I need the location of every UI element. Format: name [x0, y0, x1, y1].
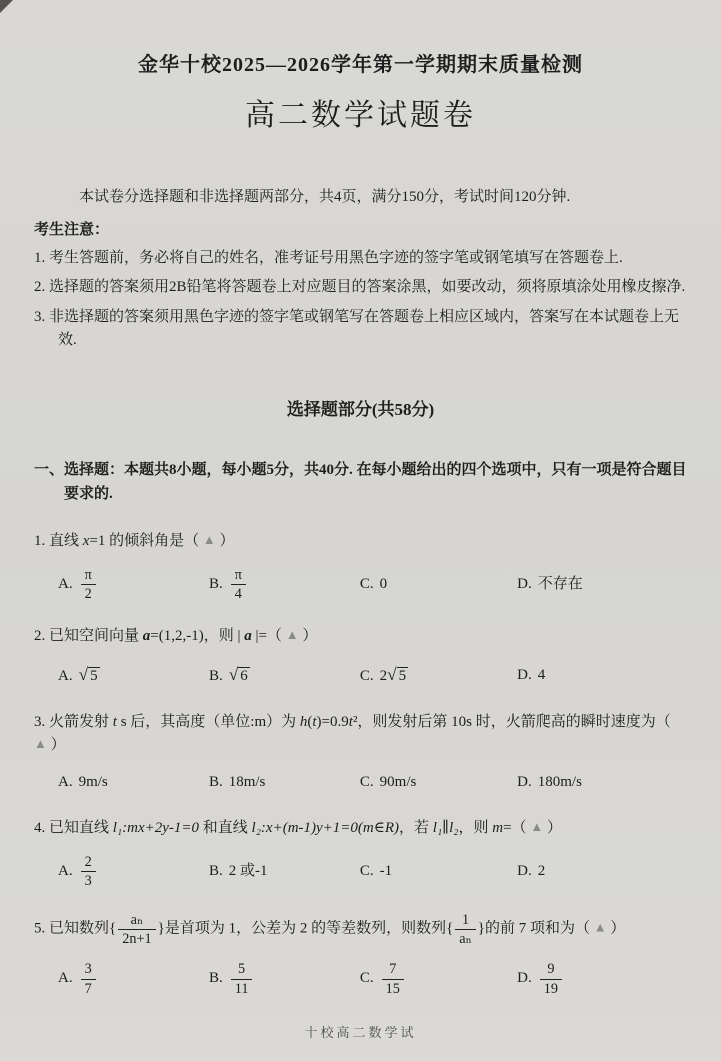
radicand: 5: [398, 668, 407, 685]
fraction-numerator: π: [231, 567, 246, 585]
option-d: D. 2: [517, 863, 546, 880]
math-fraction: [455, 912, 476, 948]
question-stem: 1. 直线 x=1 的倾斜角是（ ▲ ）: [34, 531, 235, 549]
option-b: [209, 567, 360, 603]
notice-item-3: 3. 非选择题的答案须用黑色字迹的签字笔或钢笔写在答题卷上相应区域内，答案写在本试题卷上无效.: [34, 308, 680, 348]
fraction-denominator: 3: [84, 873, 92, 890]
question-2: [34, 625, 687, 689]
exam-header-title: 金华十校2025—2026学年第一学期期末质量检测: [138, 54, 583, 76]
exam-subtitle: 高二数学试题卷: [245, 99, 476, 132]
option-b: B. 18m/s: [208, 774, 266, 791]
answer-placeholder-triangle: ▲: [530, 818, 544, 834]
math-square-root: [387, 665, 408, 685]
option-c: C. 90m/s: [359, 774, 417, 791]
notice-item-1: 1. 考生答题前，务必将自己的姓名，准考证号用黑色字迹的签字笔或钢笔填写在答题卷上.: [34, 250, 623, 266]
option-d: D. 180m/s: [517, 774, 582, 791]
math-expression: h: [299, 713, 308, 730]
option-label: C.: [359, 576, 374, 593]
question-number: 2.: [34, 627, 49, 644]
fraction-numerator: 1: [455, 912, 476, 930]
option-c: C. -1: [359, 863, 393, 880]
fraction-denominator: 11: [234, 980, 249, 997]
question-3: [34, 711, 687, 795]
radical-sign: √: [228, 665, 239, 685]
option-c: C. 2√ 5: [359, 665, 407, 685]
math-fraction: [118, 912, 155, 948]
fraction-numerator: 7: [382, 961, 404, 979]
fraction-numerator: aₙ: [118, 912, 155, 930]
math-square-root: [228, 665, 250, 685]
question-stem: 5. 已知数列{ $\frac{\text{aₙ}}{2n+1}$ }是首项为 1，公差为 2 的等差数列，则数列{ $\frac{1}{\text{aₙ}}$ }的前 7 项和为（ ▲ ）: [34, 911, 626, 947]
option-b: [209, 662, 360, 689]
math-vector: a: [244, 627, 252, 644]
notice-title: 考生注意：: [34, 221, 110, 238]
fraction-denominator: 4: [234, 586, 242, 603]
option-label: A.: [58, 970, 73, 987]
option-a: [58, 854, 209, 890]
fraction-denominator: 19: [543, 980, 558, 997]
option-label: A.: [58, 575, 73, 592]
answer-placeholder-triangle: ▲: [202, 531, 216, 547]
options-row: [34, 854, 687, 890]
options-row: [34, 662, 687, 689]
question-list: [34, 530, 687, 1019]
math-expression: t: [112, 713, 117, 730]
math-expression: l₁:mx+2y-1=0: [112, 819, 200, 836]
option-label: D.: [517, 863, 532, 880]
math-expression: t: [348, 713, 353, 730]
option-d: [517, 961, 687, 997]
math-fraction: [81, 961, 96, 997]
option-label: D.: [517, 576, 532, 593]
option-label: D.: [517, 970, 532, 987]
question-stem: 2. 已知空间向量 a=(1,2,-1)，则 | a |=（ ▲ ）: [34, 626, 318, 644]
math-fraction: [81, 567, 96, 603]
question-stem: 3. 火箭发射 t s 后，其高度（单位:m）为 h(t)=0.9t²，则发射后第 10s 时，火箭爬高的瞬时速度为（ ▲ ）: [34, 713, 671, 754]
option-label: C.: [359, 668, 374, 685]
math-square-root: [78, 665, 100, 685]
radical-sign: √: [78, 665, 89, 685]
fraction-denominator: 2: [84, 586, 92, 603]
math-vector: a: [142, 627, 151, 644]
options-row: [34, 961, 687, 997]
question-number: 4.: [34, 819, 49, 836]
radicand: 6: [240, 668, 248, 685]
option-c: [360, 961, 517, 997]
fraction-denominator: 2n+1: [122, 930, 152, 947]
option-label: D.: [517, 774, 532, 791]
notice-item-2: 2. 选择题的答案须用2B铅笔将答题卷上对应题目的答案涂黑，如要改动，须将原填涂处用橡皮擦净.: [34, 279, 686, 296]
option-label: A.: [58, 668, 73, 685]
option-label: C.: [359, 863, 374, 880]
answer-placeholder-triangle: ▲: [593, 919, 607, 935]
math-expression: x: [82, 532, 90, 549]
options-row: [34, 567, 687, 603]
fraction-denominator: 7: [84, 980, 92, 997]
fraction-numerator: π: [81, 567, 96, 585]
math-expression: l₁∥l₂: [432, 819, 459, 836]
option-label: A.: [58, 862, 73, 879]
math-fraction: [231, 567, 246, 603]
math-fraction: [231, 961, 253, 997]
scan-corner-artifact: [0, 0, 13, 13]
option-a: [58, 961, 209, 997]
exam-intro: 本试卷分选择题和非选择题两部分，共4页，满分150分，考试时间120分钟.: [79, 188, 571, 205]
option-label: B.: [208, 970, 223, 987]
option-c: C. 0: [359, 576, 388, 593]
option-b: [209, 961, 360, 997]
option-d: D. 4: [517, 666, 546, 683]
math-expression: t: [312, 713, 317, 730]
fraction-denominator: aₙ: [459, 930, 472, 947]
option-a: [58, 662, 209, 689]
option-label: B.: [208, 668, 223, 685]
math-expression: m: [492, 819, 504, 836]
question-4: [34, 817, 687, 890]
question-stem: 4. 已知直线 l₁:mx+2y-1=0 和直线 l₂:x+(m-1)y+1=0(m∈R)，若 l₁∥l₂，则 m=（ ▲ ）: [34, 818, 562, 836]
option-label: C.: [359, 970, 374, 987]
option-label: B.: [208, 863, 223, 880]
option-label: B.: [208, 774, 223, 791]
option-label: D.: [517, 666, 532, 683]
option-a: A. 9m/s: [58, 774, 108, 791]
fraction-numerator: 3: [81, 961, 96, 979]
section-instruction: 一、选择题：本题共8小题，每小题5分，共40分. 在每小题给出的四个选项中，只有一项是符合题目要求的.: [34, 462, 687, 502]
fraction-numerator: 5: [231, 961, 253, 979]
question-5: [34, 912, 687, 998]
question-number: 1.: [34, 532, 49, 549]
question-1: [34, 530, 687, 603]
math-fraction: [81, 854, 96, 890]
option-d: D. 不存在: [517, 576, 583, 593]
answer-placeholder-triangle: ▲: [285, 626, 299, 642]
option-label: C.: [359, 774, 374, 791]
option-b: B. 2 或-1: [208, 863, 268, 880]
option-label: B.: [208, 575, 223, 592]
fraction-numerator: 2: [81, 854, 96, 872]
answer-placeholder-triangle: ▲: [34, 736, 47, 752]
option-label: A.: [58, 774, 73, 791]
option-a: [58, 567, 209, 603]
radical-sign: √: [387, 665, 397, 685]
radicand: 5: [90, 668, 98, 685]
math-expression: l₂:x+(m-1)y+1=0(m∈R): [251, 819, 400, 836]
options-row: [34, 771, 687, 794]
math-fraction: [540, 961, 562, 997]
question-number: 3.: [34, 713, 49, 730]
fraction-numerator: 9: [540, 961, 562, 979]
page-footer: 十校高二数学试: [304, 1024, 417, 1040]
fraction-denominator: 15: [385, 980, 400, 997]
math-fraction: [382, 961, 404, 997]
section-title: 选择题部分(共58分): [286, 400, 435, 419]
question-number: 5.: [34, 920, 49, 937]
